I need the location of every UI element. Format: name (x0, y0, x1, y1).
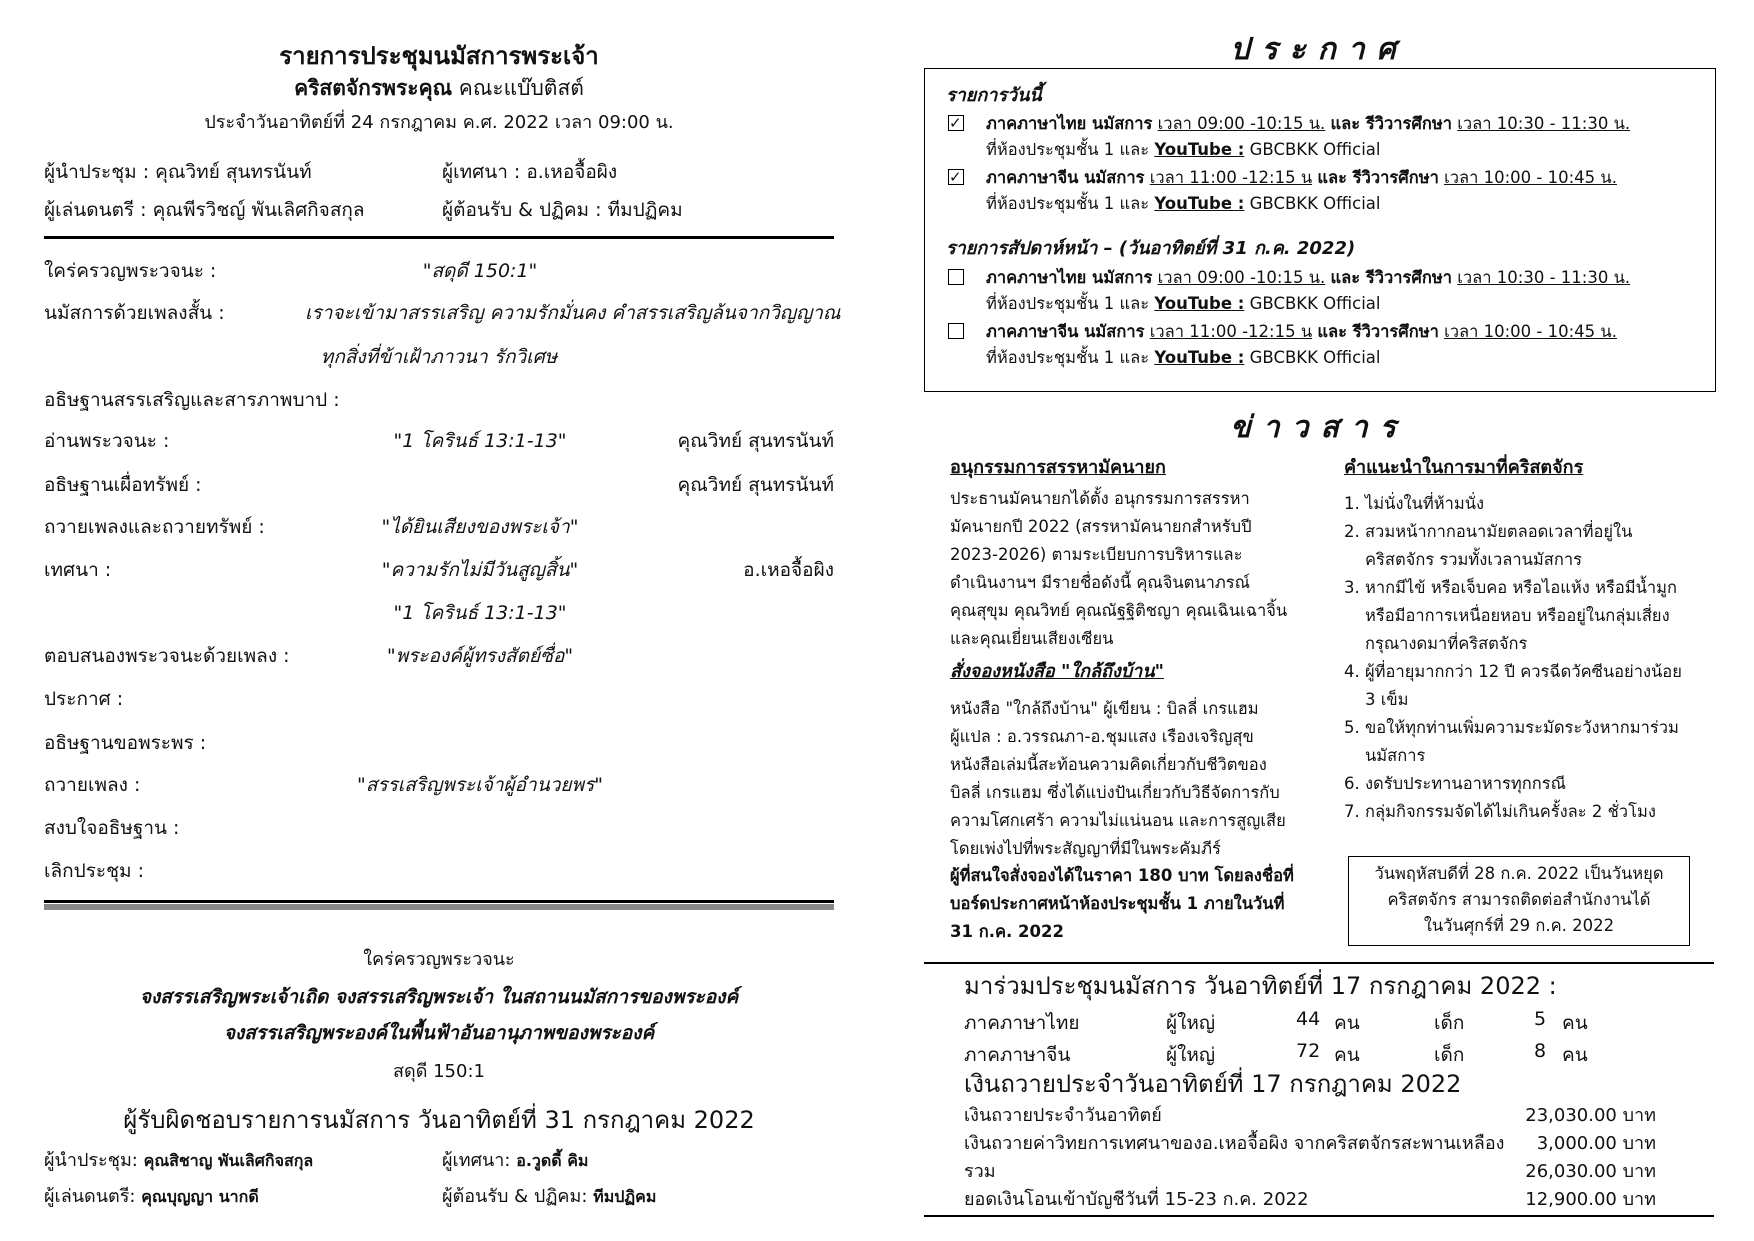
service-line (948, 266, 1630, 290)
order-person: คุณวิทย์ สุนทรนันท์ (677, 474, 834, 496)
service-text (986, 166, 1617, 190)
text-line: 6. งดรับประทานอาหารทุกกรณี (1344, 774, 1566, 793)
youtube-label: YouTube : (1154, 348, 1245, 367)
verse-line-2: จงสรรเสริญพระองค์ในพื้นฟ้าอันอานุภาพของพระองค์ (223, 1022, 655, 1044)
service-text (986, 266, 1630, 290)
advice-heading: คำแนะนำในการมาที่คริสตจักร (1344, 457, 1584, 478)
offering-amount: 26,030.00 บาท (1525, 1161, 1656, 1182)
text-line: 2023-2026) ตามระเบียบการบริหารและ (950, 545, 1243, 564)
committee-heading: อนุกรรมการสรรหามัคนายก (950, 457, 1166, 478)
service-line (948, 112, 1630, 136)
offering-amount: 23,030.00 บาท (1525, 1105, 1656, 1126)
service-text (986, 112, 1630, 136)
next-usher: ผู้ต้อนรับ & ปฏิคม: ทีมปฏิคม (442, 1186, 657, 1207)
divider (924, 962, 1714, 964)
offering-label: เงินถวายประจำวันอาทิตย์ (964, 1105, 1162, 1126)
text-line: 5. ขอให้ทุกท่านเพิ่มความระมัดระวังหากมาร่วม (1344, 718, 1679, 737)
divider (924, 1215, 1714, 1217)
attendance-child_n: 5 (1534, 1008, 1547, 1030)
attendance-adult_n: 72 (1296, 1040, 1321, 1062)
text-line: บิลลี่ เกรแฮม ซึ่งได้แบ่งปันเกี่ยวกับวิธีจัดการกับ (950, 783, 1280, 802)
book-text (950, 695, 1330, 863)
order-detail: "สดุดี 150:1" (422, 260, 538, 282)
order-detail: "1 โครินธ์ 13:1-13" (393, 602, 567, 624)
service-text (986, 320, 1617, 344)
role-preacher: ผู้เทศนา : อ.เหอจื้อผิง (442, 161, 618, 183)
attendance-unit: คน (1334, 1044, 1360, 1066)
order-label: อธิษฐานขอพระพร : (44, 732, 207, 754)
attendance-unit2: คน (1562, 1012, 1588, 1034)
study-time: เวลา 10:30 - 11:30 น. (1457, 114, 1631, 133)
place-text: ที่ห้องประชุมชั้น 1 และ (986, 294, 1150, 313)
text-line: ผู้แปล : อ.วรรณภา-อ.ชุมแสง เรืองเจริญสุข (950, 727, 1254, 746)
next-leader: ผู้นำประชุม: คุณสิชาญ พันเลิศกิจสกุล (44, 1150, 314, 1171)
service-lang: ภาคภาษาไทย นมัสการ (986, 114, 1153, 133)
place-text: ที่ห้องประชุมชั้น 1 และ (986, 194, 1150, 213)
text-line: นมัสการ (1344, 746, 1426, 765)
attendance-unit: คน (1334, 1012, 1360, 1034)
service-time: เวลา 11:00 -12:15 น (1149, 322, 1313, 341)
order-detail: "1 โครินธ์ 13:1-13" (393, 430, 567, 452)
role-musician: ผู้เล่นดนตรี : คุณพีรวิชญ์ พันเลิศกิจสกุล (44, 199, 365, 221)
place-text: ที่ห้องประชุมชั้น 1 และ (986, 348, 1150, 367)
order-label: ถวายเพลงและถวายทรัพย์ : (44, 516, 265, 538)
youtube-label: YouTube : (1154, 294, 1245, 313)
order-label: ตอบสนองพระวจนะด้วยเพลง : (44, 645, 290, 667)
service-and: และ รีวิวารศึกษา (1330, 114, 1452, 133)
attendance-child: เด็ก (1434, 1044, 1465, 1066)
text-line: บอร์ดประกาศหน้าห้องประชุมชั้น 1 ภายในวันที่ (950, 894, 1285, 913)
offering-amount: 12,900.00 บาท (1525, 1189, 1656, 1210)
attendance-child: เด็ก (1434, 1012, 1465, 1034)
attendance-title: มาร่วมประชุมนมัสการ วันอาทิตย์ที่ 17 กรกฎาคม 2022 : (964, 972, 1557, 1000)
service-line (948, 320, 1617, 344)
text-line: ประธานมัคนายกได้ตั้ง อนุกรรมการสรรหา (950, 489, 1250, 508)
service-and: และ รีวิวารศึกษา (1330, 268, 1452, 287)
order-detail: "พระองค์ผู้ทรงสัตย์ซื่อ" (386, 645, 574, 667)
text-line: คุณสุขุม คุณวิทย์ คุณณัฐฐิติชญา คุณเฉินเฉาจิ้น (950, 601, 1288, 620)
text-line: 31 ก.ค. 2022 (950, 922, 1064, 941)
text-line: 4. ผู้ที่อายุมากกว่า 12 ปี ควรฉีดวัคซีนอย่างน้อย (1344, 662, 1682, 681)
next-musician: ผู้เล่นดนตรี: คุณบุญญา นากดี (44, 1186, 259, 1207)
text-line: มัคนายกปี 2022 (สรรหามัคนายกสำหรับปี (950, 517, 1252, 536)
offering-label: เงินถวายค่าวิทยการเทศนาของอ.เหอจื้อผิง จากคริสตจักรสะพานเหลือง (964, 1133, 1505, 1154)
divider (44, 900, 834, 903)
order-label: ถวายเพลง : (44, 774, 141, 796)
service-time: เวลา 09:00 -10:15 น. (1157, 268, 1326, 287)
service-lang: ภาคภาษาไทย นมัสการ (986, 268, 1153, 287)
channel-name: GBCBKK Official (1249, 348, 1381, 367)
date-line: ประจำวันอาทิตย์ที่ 24 กรกฎาคม ค.ศ. 2022 เวลา 09:00 น. (204, 112, 674, 133)
text-line: หนังสือเล่มนี้สะท้อนความคิดเกี่ยวกับชีวิตของ (950, 755, 1267, 774)
meditation-title: ใคร่ครวญพระวจนะ (363, 949, 515, 970)
today-heading: รายการวันนี้ (946, 85, 1042, 106)
order-label: ประกาศ : (44, 688, 124, 710)
next-week-title: ผู้รับผิดชอบรายการนมัสการ วันอาทิตย์ที่ 31 กรกฎาคม 2022 (123, 1106, 755, 1134)
service-time: เวลา 09:00 -10:15 น. (1157, 114, 1326, 133)
order-label: ใคร่ครวญพระวจนะ : (44, 260, 217, 282)
text-line: ความโศกเศร้า ความไม่แน่นอน และการสูญเสีย (950, 811, 1286, 830)
text-line: โดยเพ่งไปที่พระสัญญาที่มีในพระคัมภีร์ (950, 839, 1221, 858)
text-line: 3. หากมีไข้ หรือเจ็บคอ หรือไอแห้ง หรือมีน้ำมูก (1344, 578, 1678, 597)
book-heading: สั่งจองหนังสือ "ใกล้ถึงบ้าน" (950, 661, 1164, 682)
attendance-adult: ผู้ใหญ่ (1166, 1012, 1216, 1034)
order-label: เทศนา : (44, 559, 112, 581)
attendance-adult_n: 44 (1296, 1008, 1321, 1030)
order-detail: ทุกสิ่งที่ข้าเฝ้าภาวนา รักวิเศษ (320, 346, 558, 368)
next-week-heading: รายการสัปดาห์หน้า – (วันอาทิตย์ที่ 31 ก.ค. 2022) (946, 238, 1356, 259)
text-line: 1. ไม่นั่งในที่ห้ามนั่ง (1344, 494, 1485, 513)
committee-text (950, 485, 1330, 653)
text-line: หนังสือ "ใกล้ถึงบ้าน" ผู้เขียน : บิลลี่ เกรแฮม (950, 699, 1259, 718)
order-label: เลิกประชุม : (44, 860, 144, 882)
order-detail: เราจะเข้ามาสรรเสริญ ความรักมั่นคง คำสรรเสริญล้นจากวิญญาณ (305, 302, 841, 324)
study-time: เวลา 10:00 - 10:45 น. (1444, 322, 1617, 341)
checkbox-icon (948, 323, 964, 339)
text-line: 2. สวมหน้ากากอนามัยตลอดเวลาที่อยู่ใน (1344, 522, 1633, 541)
role-usher: ผู้ต้อนรับ & ปฏิคม : ทีมปฏิคม (442, 199, 683, 221)
role-leader: ผู้นำประชุม : คุณวิทย์ สุนทรนันท์ (44, 161, 312, 183)
checkbox-icon (948, 269, 964, 285)
order-label: อ่านพระวจนะ : (44, 430, 170, 452)
verse-line-1: จงสรรเสริญพระเจ้าเถิด จงสรรเสริญพระเจ้า ในสถานนมัสการของพระองค์ (139, 986, 739, 1008)
service-time: เวลา 11:00 -12:15 น (1149, 168, 1313, 187)
text-line: และคุณเยี่ยนเสียงเซียน (950, 629, 1114, 648)
text-line: ผู้ที่สนใจสั่งจองได้ในราคา 180 บาท โดยลงชื่อที่ (950, 866, 1294, 885)
announce-title: ประกาศ (1230, 32, 1408, 67)
text-line: คริสตจักร รวมทั้งเวลานมัสการ (1344, 550, 1582, 569)
offering-label: ยอดเงินโอนเข้าบัญชีวันที่ 15-23 ก.ค. 2022 (964, 1189, 1309, 1210)
attendance-group: ภาคภาษาจีน (964, 1044, 1071, 1066)
study-time: เวลา 10:00 - 10:45 น. (1444, 168, 1617, 187)
attendance-group: ภาคภาษาไทย (964, 1012, 1080, 1034)
channel-name: GBCBKK Official (1249, 140, 1381, 159)
service-lang: ภาคภาษาจีน นมัสการ (986, 322, 1145, 341)
checkbox-icon (948, 169, 964, 185)
divider-shadow (44, 904, 834, 910)
church-name: คริสตจักรพระคุณ คณะแบ๊บติสต์ (294, 76, 584, 100)
service-and: และ รีวิวารศึกษา (1317, 168, 1439, 187)
service-line (948, 166, 1617, 190)
text-line: หรือมีอาการเหนื่อยหอบ หรืออยู่ในกลุ่มเสี่ยง (1344, 606, 1670, 625)
verse-ref: สดุดี 150:1 (393, 1061, 485, 1082)
service-place (986, 138, 1380, 162)
order-person: อ.เหอจื้อผิง (743, 559, 834, 581)
order-label: อธิษฐานสรรเสริญและสารภาพบาป : (44, 389, 340, 411)
bulletin-title: รายการประชุมนมัสการพระเจ้า (279, 42, 599, 70)
order-person: คุณวิทย์ สุนทรนันท์ (677, 430, 834, 452)
youtube-label: YouTube : (1154, 194, 1245, 213)
service-and: และ รีวิวารศึกษา (1317, 322, 1439, 341)
offering-amount: 3,000.00 บาท (1536, 1133, 1656, 1154)
checkbox-icon (948, 115, 964, 131)
order-detail: "ได้ยินเสียงของพระเจ้า" (381, 516, 579, 538)
divider (44, 236, 834, 239)
service-lang: ภาคภาษาจีน นมัสการ (986, 168, 1145, 187)
order-label: นมัสการด้วยเพลงสั้น : (44, 302, 225, 324)
service-place (986, 292, 1380, 316)
attendance-adult: ผู้ใหญ่ (1166, 1044, 1216, 1066)
order-detail: "สรรเสริญพระเจ้าผู้อำนวยพร" (357, 774, 603, 796)
offering-label: รวม (964, 1161, 996, 1182)
order-label: สงบใจอธิษฐาน : (44, 817, 180, 839)
attendance-child_n: 8 (1534, 1040, 1547, 1062)
youtube-label: YouTube : (1154, 140, 1245, 159)
service-place (986, 192, 1380, 216)
service-place (986, 346, 1380, 370)
channel-name: GBCBKK Official (1249, 294, 1381, 313)
book-order-text (950, 862, 1330, 946)
offering-title: เงินถวายประจำวันอาทิตย์ที่ 17 กรกฎาคม 2022 (964, 1070, 1462, 1098)
next-preacher: ผู้เทศนา: อ.วูดดี้ คิม (442, 1150, 589, 1171)
order-label: อธิษฐานเผื่อทรัพย์ : (44, 474, 202, 496)
text-line: ดำเนินงานฯ มีรายชื่อดังนี้ คุณจินตนาภรณ์ (950, 573, 1250, 592)
text-line: 7. กลุ่มกิจกรรมจัดได้ไม่เกินครั้งละ 2 ชั่วโมง (1344, 802, 1656, 821)
channel-name: GBCBKK Official (1249, 194, 1381, 213)
holiday-box: วันพฤหัสบดีที่ 28 ก.ค. 2022 เป็นวันหยุด คริสตจักร สามารถติดต่อสำนักงานได้ ในวันศุกร์ที่ 29 ก.ค. 2022 (1348, 856, 1690, 946)
study-time: เวลา 10:30 - 11:30 น. (1457, 268, 1631, 287)
place-text: ที่ห้องประชุมชั้น 1 และ (986, 140, 1150, 159)
text-line: 3 เข็ม (1344, 690, 1409, 709)
order-detail: "ความรักไม่มีวันสูญสิ้น" (381, 559, 579, 581)
news-title: ข่าวสาร (1230, 410, 1408, 445)
advice-list (1344, 490, 1714, 826)
text-line: กรุณางดมาที่คริสตจักร (1344, 634, 1528, 653)
attendance-unit2: คน (1562, 1044, 1588, 1066)
